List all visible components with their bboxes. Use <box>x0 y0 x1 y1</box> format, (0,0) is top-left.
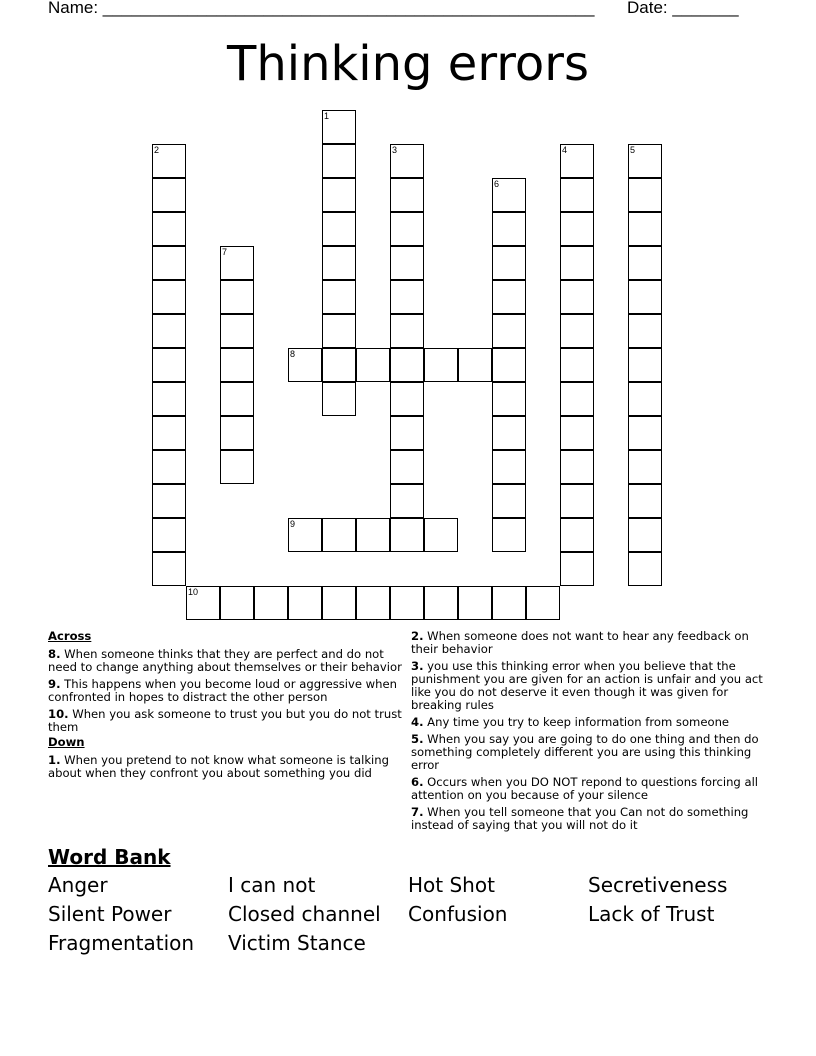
clue-item <box>48 648 408 674</box>
across-clue-list <box>48 648 408 734</box>
crossword-cell[interactable] <box>322 178 356 212</box>
crossword-cell[interactable] <box>628 144 662 178</box>
clue-item <box>411 630 771 656</box>
clue-item-text: When you pretend to not know what someone is talking about when they confront you about something you did <box>48 753 389 780</box>
crossword-cell[interactable] <box>492 450 526 484</box>
crossword-cell[interactable] <box>356 518 390 552</box>
clue-item-text: When someone does not want to hear any feedback on their behavior <box>411 629 749 656</box>
clue-item <box>411 733 771 772</box>
crossword-cell[interactable] <box>152 178 186 212</box>
crossword-cell[interactable] <box>458 348 492 382</box>
clue-item-number: 3. <box>411 659 424 673</box>
crossword-cell[interactable] <box>390 246 424 280</box>
crossword-cell[interactable] <box>628 382 662 416</box>
crossword-cell[interactable] <box>356 586 390 620</box>
word-bank-item: Closed channel <box>228 902 381 926</box>
crossword-cell[interactable] <box>390 280 424 314</box>
crossword-cell[interactable] <box>390 348 424 382</box>
crossword-cell[interactable] <box>424 586 458 620</box>
word-bank-item: I can not <box>228 873 316 897</box>
clue-number: 7 <box>222 247 228 257</box>
clue-item <box>48 708 408 734</box>
crossword-cell[interactable] <box>322 518 356 552</box>
clue-item <box>48 754 408 780</box>
crossword-cell[interactable] <box>492 484 526 518</box>
crossword-cell[interactable] <box>560 518 594 552</box>
crossword-cell[interactable] <box>254 586 288 620</box>
crossword-cell[interactable] <box>492 280 526 314</box>
crossword-cell[interactable] <box>628 212 662 246</box>
crossword-cell[interactable] <box>526 586 560 620</box>
crossword-cell[interactable] <box>492 178 526 212</box>
clues-left-column <box>48 630 408 784</box>
clue-number: 6 <box>494 179 500 189</box>
crossword-cell[interactable] <box>390 382 424 416</box>
crossword-cell[interactable] <box>186 586 220 620</box>
crossword-cell[interactable] <box>492 212 526 246</box>
word-bank-title: Word Bank <box>48 845 171 869</box>
crossword-cell[interactable] <box>288 348 322 382</box>
crossword-cell[interactable] <box>492 314 526 348</box>
clue-item <box>411 806 771 832</box>
crossword-cell[interactable] <box>628 280 662 314</box>
crossword-cell[interactable] <box>220 382 254 416</box>
crossword-cell[interactable] <box>152 450 186 484</box>
clue-item <box>48 678 408 704</box>
page-title: Thinking errors <box>227 36 589 92</box>
crossword-cell[interactable] <box>390 144 424 178</box>
crossword-cell[interactable] <box>492 382 526 416</box>
word-bank-item: Confusion <box>408 902 508 926</box>
crossword-cell[interactable] <box>220 246 254 280</box>
word-bank-item: Lack of Trust <box>588 902 715 926</box>
crossword-cell[interactable] <box>152 552 186 586</box>
clue-item-number: 6. <box>411 775 424 789</box>
clue-number: 10 <box>188 587 199 597</box>
crossword-cell[interactable] <box>152 382 186 416</box>
crossword-cell[interactable] <box>220 314 254 348</box>
crossword-cell[interactable] <box>390 178 424 212</box>
crossword-cell[interactable] <box>560 484 594 518</box>
crossword-cell[interactable] <box>322 348 356 382</box>
crossword-cell[interactable] <box>322 110 356 144</box>
crossword-cell[interactable] <box>560 348 594 382</box>
crossword-cell[interactable] <box>390 450 424 484</box>
crossword-cell[interactable] <box>390 484 424 518</box>
crossword-cell[interactable] <box>628 178 662 212</box>
crossword-cell[interactable] <box>152 314 186 348</box>
word-bank-item: Secretiveness <box>588 873 728 897</box>
word-bank-item: Fragmentation <box>48 931 195 955</box>
across-heading: Across <box>48 629 92 643</box>
crossword-cell[interactable] <box>152 348 186 382</box>
crossword-cell[interactable] <box>152 212 186 246</box>
crossword-cell[interactable] <box>628 450 662 484</box>
clue-item-text: Any time you try to keep information from someone <box>423 715 730 729</box>
word-bank-item: Hot Shot <box>408 873 495 897</box>
word-bank-item: Victim Stance <box>228 931 366 955</box>
crossword-cell[interactable] <box>560 314 594 348</box>
clue-item-text: When someone thinks that they are perfect and do not need to change anything about themselves or their behavior <box>48 647 402 674</box>
crossword-cell[interactable] <box>220 450 254 484</box>
crossword-cell[interactable] <box>492 348 526 382</box>
crossword-cell[interactable] <box>628 552 662 586</box>
down-heading: Down <box>48 735 85 749</box>
crossword-cell[interactable] <box>492 246 526 280</box>
crossword-cell[interactable] <box>322 314 356 348</box>
clue-item-text: This happens when you become loud or aggressive when confronted in hopes to distract the other person <box>48 677 397 704</box>
crossword-cell[interactable] <box>390 314 424 348</box>
crossword-cell[interactable] <box>220 280 254 314</box>
crossword-cell[interactable] <box>220 348 254 382</box>
crossword-cell[interactable] <box>322 382 356 416</box>
crossword-cell[interactable] <box>356 348 390 382</box>
clue-item-number: 7. <box>411 805 424 819</box>
crossword-cell[interactable] <box>458 586 492 620</box>
crossword-cell[interactable] <box>390 212 424 246</box>
clue-item-text: When you say you are going to do one thing and then do something completely different you are using this thinking error <box>411 732 759 772</box>
clue-number: 9 <box>290 519 296 529</box>
clue-number: 4 <box>562 145 568 155</box>
crossword-cell[interactable] <box>492 586 526 620</box>
crossword-cell[interactable] <box>322 144 356 178</box>
crossword-cell[interactable] <box>628 416 662 450</box>
date-field-label[interactable]: Date: _______ <box>627 0 739 17</box>
crossword-cell[interactable] <box>424 518 458 552</box>
crossword-cell[interactable] <box>560 450 594 484</box>
crossword-cell[interactable] <box>288 518 322 552</box>
down-clue-list-left <box>48 754 408 780</box>
crossword-cell[interactable] <box>628 246 662 280</box>
clue-item-number: 5. <box>411 732 424 746</box>
down-clue-list-right <box>411 630 771 832</box>
crossword-cell[interactable] <box>390 586 424 620</box>
crossword-cell[interactable] <box>152 416 186 450</box>
clue-item-number: 8. <box>48 647 61 661</box>
word-bank <box>48 872 768 956</box>
name-field-label[interactable]: Name: ____________________________________________________ <box>48 0 595 17</box>
crossword-cell[interactable] <box>560 212 594 246</box>
crossword-cell[interactable] <box>152 518 186 552</box>
crossword-cell[interactable] <box>424 348 458 382</box>
clue-item-number: 9. <box>48 677 61 691</box>
crossword-cell[interactable] <box>152 484 186 518</box>
crossword-cell[interactable] <box>390 416 424 450</box>
clue-number: 3 <box>392 145 398 155</box>
crossword-cell[interactable] <box>288 586 322 620</box>
clues-right-column <box>411 630 771 836</box>
crossword-cell[interactable] <box>390 518 424 552</box>
crossword-cell[interactable] <box>322 280 356 314</box>
clue-item-number: 1. <box>48 753 61 767</box>
crossword-cell[interactable] <box>152 280 186 314</box>
crossword-cell[interactable] <box>492 518 526 552</box>
crossword-cell[interactable] <box>560 144 594 178</box>
crossword-cell[interactable] <box>560 552 594 586</box>
clue-number: 8 <box>290 349 296 359</box>
clue-number: 1 <box>324 111 330 121</box>
crossword-cell[interactable] <box>152 144 186 178</box>
clue-item <box>411 716 771 729</box>
crossword-cell[interactable] <box>628 314 662 348</box>
crossword-cell[interactable] <box>628 518 662 552</box>
word-bank-item: Silent Power <box>48 902 172 926</box>
crossword-cell[interactable] <box>220 416 254 450</box>
crossword-cell[interactable] <box>322 586 356 620</box>
crossword-cell[interactable] <box>560 178 594 212</box>
clue-item-number: 10. <box>48 707 69 721</box>
crossword-cell[interactable] <box>560 280 594 314</box>
clue-item-text: you use this thinking error when you believe that the punishment you are given for an action is unfair and you act like you do not deserve it even though it was given for breaking rules <box>411 659 763 712</box>
clue-item-number: 2. <box>411 629 424 643</box>
crossword-cell[interactable] <box>152 246 186 280</box>
crossword-cell[interactable] <box>560 246 594 280</box>
crossword-cell[interactable] <box>492 416 526 450</box>
clue-item-text: Occurs when you DO NOT repond to questions forcing all attention on you because of your silence <box>411 775 759 802</box>
clue-item-text: When you ask someone to trust you but you do not trust them <box>48 707 402 734</box>
crossword-cell[interactable] <box>560 382 594 416</box>
crossword-cell[interactable] <box>322 246 356 280</box>
clue-item-number: 4. <box>411 715 424 729</box>
crossword-cell[interactable] <box>220 586 254 620</box>
crossword-cell[interactable] <box>628 484 662 518</box>
crossword-cell[interactable] <box>322 212 356 246</box>
crossword-cell[interactable] <box>628 348 662 382</box>
clue-item <box>411 660 771 712</box>
clue-number: 2 <box>154 145 160 155</box>
clue-item <box>411 776 771 802</box>
clue-number: 5 <box>630 145 636 155</box>
word-bank-item: Anger <box>48 873 108 897</box>
crossword-cell[interactable] <box>560 416 594 450</box>
clue-item-text: When you tell someone that you Can not do something instead of saying that you will not do it <box>411 805 749 832</box>
